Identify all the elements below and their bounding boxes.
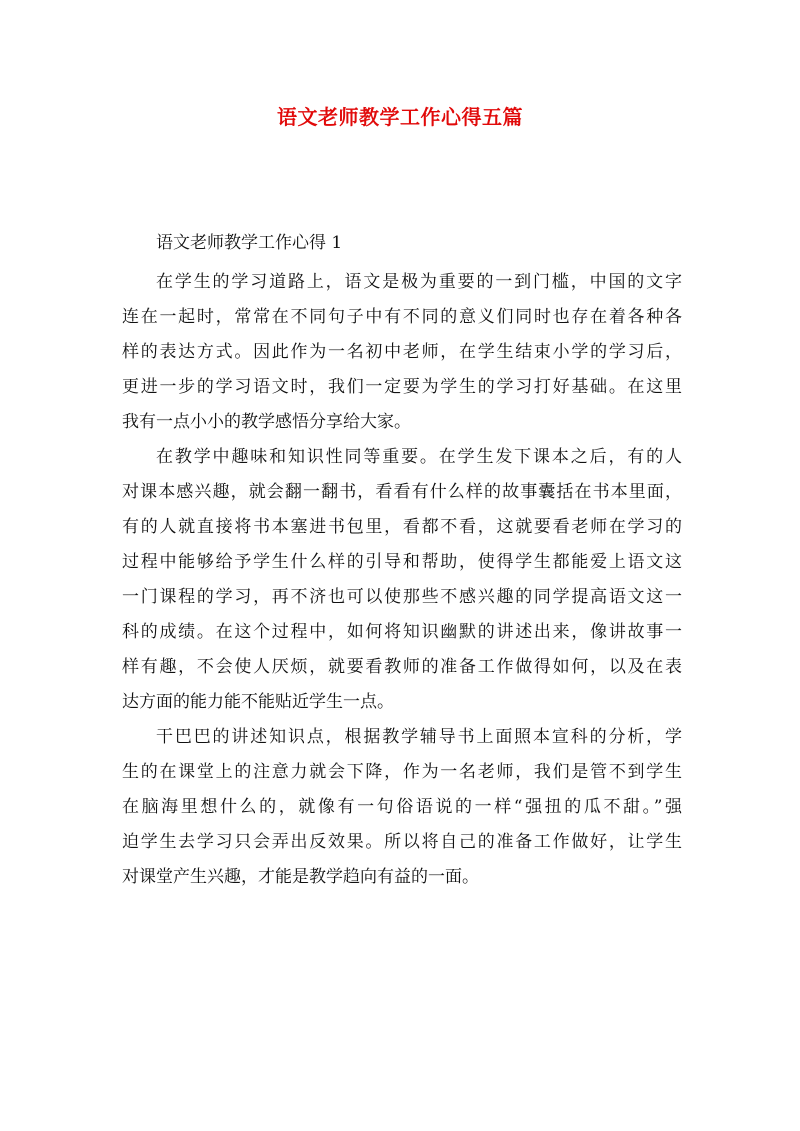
- paragraph-line: 达方面的能力能不能贴近学生一点。: [122, 692, 394, 712]
- paragraph-3: [122, 720, 682, 895]
- paragraph-line: 迫学生去学习只会弄出反效果。所以将自己的准备工作做好，让学生: [122, 832, 682, 852]
- paragraph-1: [122, 265, 682, 440]
- paragraph-line: 干巴巴的讲述知识点，根据教学辅导书上面照本宣科的分析，学: [156, 727, 682, 747]
- paragraph-line: 在学生的学习道路上，语文是极为重要的一到门槛，中国的文字: [156, 272, 682, 292]
- paragraph-line: 更进一步的学习语文时，我们一定要为学生的学习打好基础。在这里: [122, 377, 682, 397]
- paragraph-line: 样的表达方式。因此作为一名初中老师，在学生结束小学的学习后，: [122, 342, 682, 362]
- paragraph-line: 样有趣，不会使人厌烦，就要看教师的准备工作做得如何，以及在表: [122, 657, 682, 677]
- paragraph-line: 在教学中趣味和知识性同等重要。在学生发下课本之后，有的人: [156, 447, 682, 467]
- document-title: 语文老师教学工作心得五篇: [277, 105, 523, 129]
- paragraph-line: 在脑海里想什么的，就像有一句俗语说的一样“强扭的瓜不甜。”强: [122, 797, 682, 817]
- paragraph-line: 有的人就直接将书本塞进书包里，看都不看，这就要看老师在学习的: [122, 517, 682, 537]
- paragraph-line: 科的成绩。在这个过程中，如何将知识幽默的讲述出来，像讲故事一: [122, 622, 682, 642]
- paragraph-line: 生的在课堂上的注意力就会下降，作为一名老师，我们是管不到学生: [122, 762, 682, 782]
- paragraph-2: [122, 440, 682, 720]
- paragraph-line: 连在一起时，常常在不同句子中有不同的意义们同时也存在着各种各: [122, 307, 682, 327]
- paragraph-line: 过程中能够给予学生什么样的引导和帮助，使得学生都能爱上语文这: [122, 552, 682, 572]
- paragraph-line: 对课堂产生兴趣，才能是教学趋向有益的一面。: [122, 867, 479, 887]
- document-body: [122, 227, 682, 895]
- section-heading: 语文老师教学工作心得 1: [156, 233, 343, 253]
- paragraph-line: 一门课程的学习，再不济也可以使那些不感兴趣的同学提高语文这一: [122, 587, 682, 607]
- paragraph-line: 我有一点小小的教学感悟分享给大家。: [122, 412, 411, 432]
- paragraph-line: 对课本感兴趣，就会翻一翻书，看看有什么样的故事囊括在书本里面，: [122, 482, 682, 502]
